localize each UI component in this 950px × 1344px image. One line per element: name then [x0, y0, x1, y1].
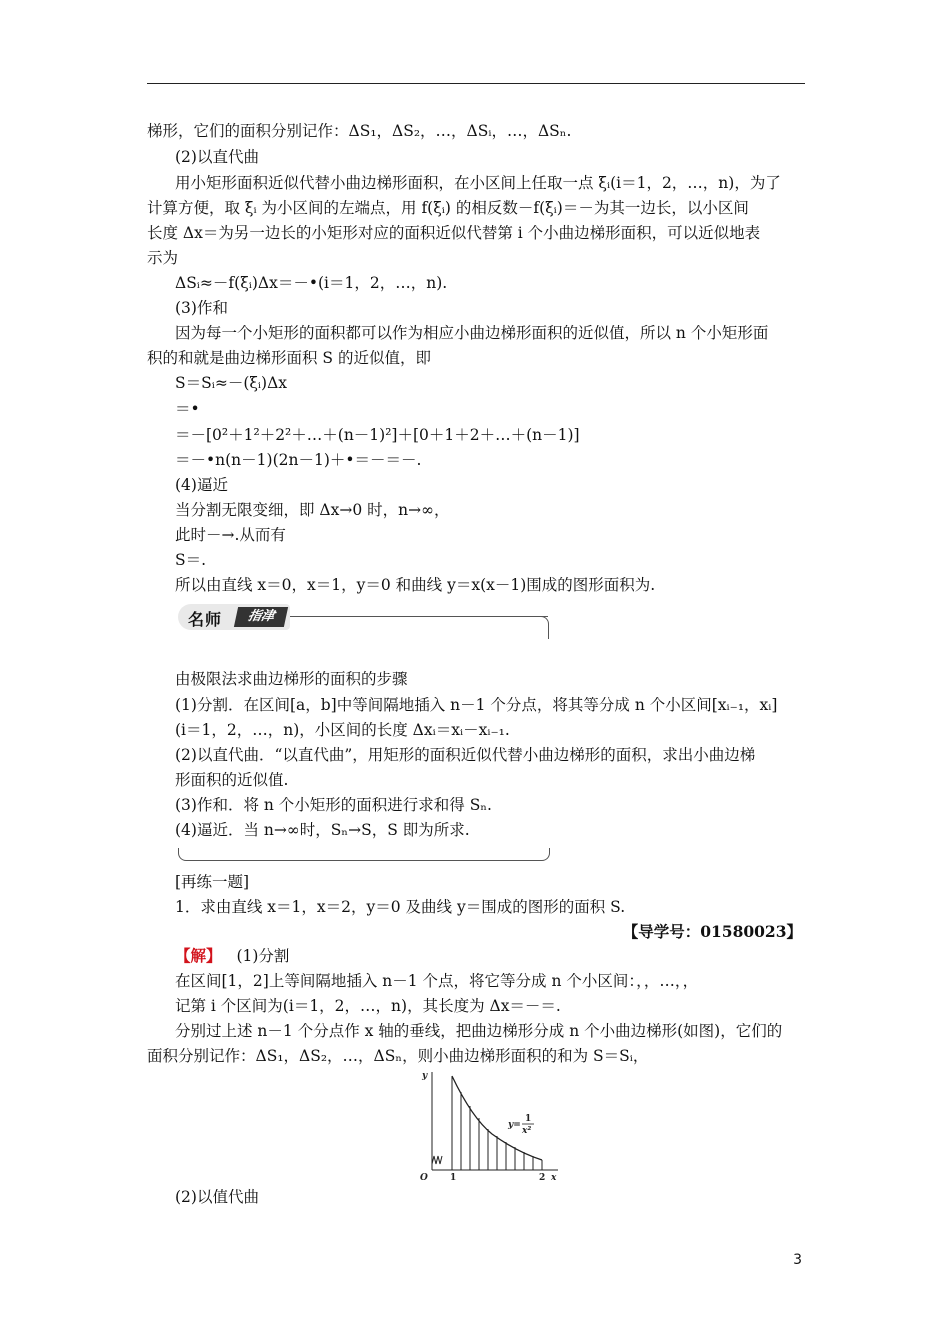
text-line: 此时－→.从而有: [175, 526, 286, 544]
tick-label-1: 1: [450, 1173, 457, 1183]
text-line: 积的和就是曲边梯形面积 S 的近似值，即: [147, 349, 431, 367]
tick-label-2: 2: [539, 1173, 546, 1183]
tip-line: 形面积的近似值.: [175, 771, 289, 789]
curve-figure: [412, 1068, 562, 1183]
text-line: 梯形，它们的面积分别记作：ΔS₁，ΔS₂，…，ΔSᵢ，…，ΔSₙ.: [147, 122, 572, 140]
text-line: 计算方便，取 ξᵢ 为小区间的左端点，用 f(ξᵢ) 的相反数－f(ξᵢ)＝－为其一边长，以小区间: [147, 199, 749, 217]
tip-box-border: [290, 616, 548, 617]
tip-box-corner: [538, 616, 549, 639]
text-line: 所以由直线 x＝0，x＝1，y＝0 和曲线 y＝x(x－1)围成的图形面积为.: [175, 576, 656, 594]
tip-box-header: [178, 604, 548, 638]
tip-line: (1)分割．在区间[a，b]中等间隔地插入 n－1 个分点，将其等分成 n 个小区间[xᵢ₋₁，xᵢ]: [175, 696, 778, 714]
section-heading: (4)逼近: [175, 476, 228, 494]
exercise-heading: [再练一题]: [175, 873, 250, 891]
section-heading: (2)以值代曲: [175, 1188, 259, 1206]
solution-start: [175, 945, 289, 967]
tip-badge-title: 名师: [188, 610, 223, 629]
solution-line: 在区间[1，2]上等间隔地插入 n－1 个点，将它等分成 n 个小区间：，，…，，: [175, 972, 699, 990]
text-line: 示为: [147, 249, 179, 267]
tip-line: (i＝1，2，…，n)，小区间的长度 Δxᵢ＝xᵢ－xᵢ₋₁.: [175, 721, 510, 739]
tip-badge: [178, 604, 290, 630]
curve-label-denominator: x²: [522, 1126, 532, 1136]
solution-line: 面积分别记作：ΔS₁，ΔS₂，…，ΔSₙ，则小曲边梯形面积的和为 S＝Sᵢ，: [147, 1047, 649, 1065]
tip-title: 由极限法求曲边梯形的面积的步骤: [175, 670, 408, 688]
formula-line: S＝.: [175, 551, 207, 569]
exercise-problem: 1．求由直线 x＝1，x＝2，y＝0 及曲线 y＝围成的图形的面积 S.: [175, 898, 626, 916]
origin-label: O: [420, 1173, 428, 1183]
text-line: 长度 Δx＝为另一边长的小矩形对应的面积近似代替第 i 个小曲边梯形面积，可以近似地表: [147, 224, 761, 242]
text-line: 因为每一个小矩形的面积都可以作为相应小曲边梯形面积的近似值，所以 n 个小矩形面: [175, 324, 769, 342]
x-axis-label: x: [551, 1173, 557, 1183]
page-number: 3: [793, 1252, 802, 1268]
solution-line: 分别过上述 n－1 个分点作 x 轴的垂线，把曲边梯形分成 n 个小曲边梯形(如图)，它们的: [175, 1022, 783, 1040]
solution-line: 记第 i 个区间为(i＝1，2，…，n)，其长度为 Δx＝－＝.: [175, 997, 561, 1015]
section-heading: (2)以直代曲: [175, 148, 259, 166]
tip-badge-sub: 指津: [234, 607, 288, 627]
reference-number: 【导学号：01580023】: [622, 922, 802, 941]
header-rule: [147, 83, 805, 84]
section-heading: (3)作和: [175, 299, 228, 317]
formula-line: ＝•: [175, 400, 200, 418]
formula-line: ΔSᵢ≈－f(ξᵢ)Δx＝－•(i＝1，2，…，n).: [175, 274, 448, 292]
axis-break: [432, 1156, 442, 1164]
curve-label: y=: [508, 1120, 521, 1130]
formula-line: ＝－•n(n－1)(2n－1)＋•＝－＝－.: [175, 451, 422, 469]
tip-line: (4)逼近．当 n→∞时，Sₙ→S，S 即为所求.: [175, 821, 470, 839]
solution-tag: 【解】: [175, 946, 222, 965]
formula-line: ＝－[0²＋1²＋2²＋…＋(n－1)²]＋[0＋1＋2＋…＋(n－1)]: [175, 426, 580, 444]
text-line: 用小矩形面积近似代替小曲边梯形面积，在小区间上任取一点 ξᵢ(i＝1，2，…，n)，为了: [175, 174, 781, 192]
text-line: 当分割无限变细，即 Δx→0 时，n→∞，: [175, 501, 450, 519]
formula-line: S＝Sᵢ≈－(ξᵢ)Δx: [175, 374, 288, 392]
solution-step: (1)分割: [236, 947, 290, 965]
tip-box-bottom: [178, 848, 550, 861]
y-axis-label: y: [422, 1071, 428, 1081]
curve-label-numerator: 1: [525, 1114, 532, 1124]
tip-line: (2)以直代曲．“以直代曲”，用矩形的面积近似代替小曲边梯形的面积，求出小曲边梯: [175, 746, 756, 764]
tip-line: (3)作和．将 n 个小矩形的面积进行求和得 Sₙ.: [175, 796, 492, 814]
